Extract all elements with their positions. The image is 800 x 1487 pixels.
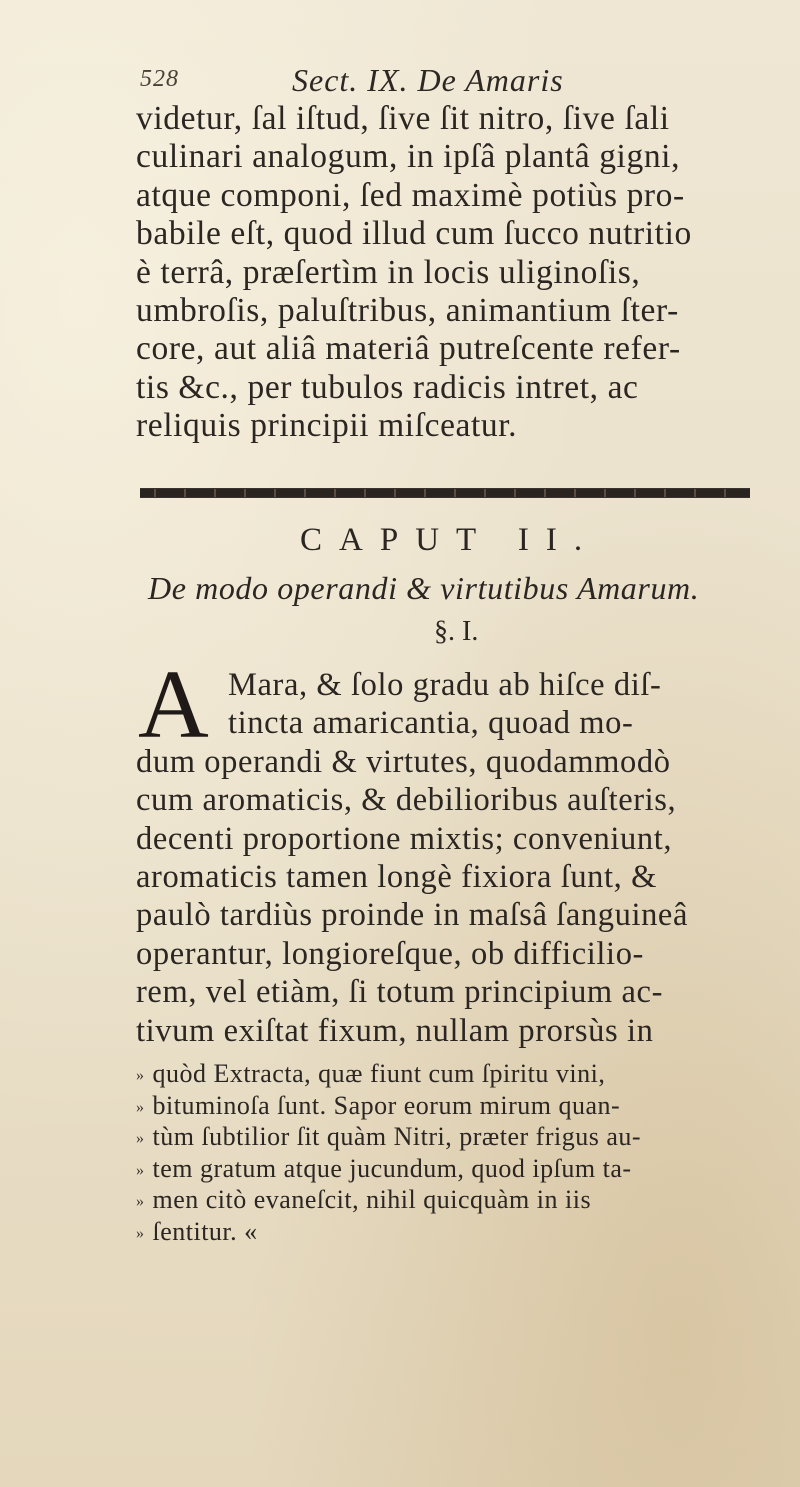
quote-mark: » [136,1067,145,1084]
running-head-title: Sect. IX. De Amaris [292,62,564,98]
quote-mark: » [136,1193,145,1210]
quote-mark: » [136,1224,145,1242]
paragraph-continued [136,100,776,446]
text-line: videtur, ſal iſtud, ſive ſit nitro, ſive ſali [136,100,670,137]
quote-text: tem gratum atque jucundum, quod ipſum ta- [152,1153,632,1183]
running-head [140,62,760,102]
quote-text: men citò evaneſcit, nihil quicquàm in iis [152,1185,592,1214]
text-line: Mara, & ſolo gradu ab hiſce diſ- [228,667,662,703]
text-line: culinari analogum, in ipſâ plantâ gigni, [136,138,681,176]
quote-mark: » [136,1130,145,1147]
text-line: rem, vel etiàm, ſi totum principium ac- [136,974,664,1011]
text-line: decenti proportione mixtis; conveniunt, [136,820,673,857]
text-line: tis &c., per tubulos radicis intret, ac [136,368,639,406]
section-number: §. I. [434,616,479,647]
text-line: operantur, longioreſque, ob difficilio- [136,935,644,972]
quote-mark: » [136,1098,145,1116]
text-line: paulò tardiùs proinde in maſsâ ſanguineâ [136,897,688,934]
text-line: reliquis principii miſceatur. [136,407,518,445]
quotation-block [136,1058,776,1247]
text-line: cum aromaticis, & debilioribus auſteris, [136,782,677,819]
quote-line [136,1121,776,1153]
quote-line [136,1058,776,1090]
quote-line [136,1153,776,1185]
quote-text: quòd Extracta, quæ fiunt cum ſpiritu vini, [152,1059,606,1088]
quote-text: ſentitur. « [152,1216,258,1246]
text-line: core, aut aliâ materiâ putreſcente refer- [136,330,681,368]
quote-line [136,1216,776,1248]
text-line: dum operandi & virtutes, quodammodò [136,743,671,780]
text-line: tincta amaricantia, quoad mo- [228,705,634,742]
chapter-subtitle: De modo operandi & virtutibus Amarum. [148,570,700,606]
text-line: atque componi, ſed maximè potiùs pro- [136,176,685,214]
drop-cap-initial: A [138,651,209,759]
text-line: aromaticis tamen longè fixiora ſunt, & [136,858,657,895]
quote-mark: » [136,1161,145,1179]
text-line: tivum exiſtat fixum, nullam prorsùs in [136,1012,654,1049]
text-line: babile eſt, quod illud cum ſucco nutritio [136,215,692,253]
paragraph-section-1 [136,666,776,1050]
chapter-heading: CAPUT II. [300,522,600,558]
quote-text: tùm ſubtilior ſit quàm Nitri, præter frigus au- [152,1122,642,1151]
page-number: 528 [140,66,179,92]
quote-line [136,1090,776,1122]
quote-line [136,1184,776,1216]
quote-text: bituminoſa ſunt. Sapor eorum mirum quan- [152,1090,621,1120]
text-line: umbroſis, paluſtribus, animantium ſter- [136,291,679,329]
text-line: è terrâ, præſertìm in locis uliginoſis, [136,253,641,291]
ornamental-rule [140,488,750,498]
